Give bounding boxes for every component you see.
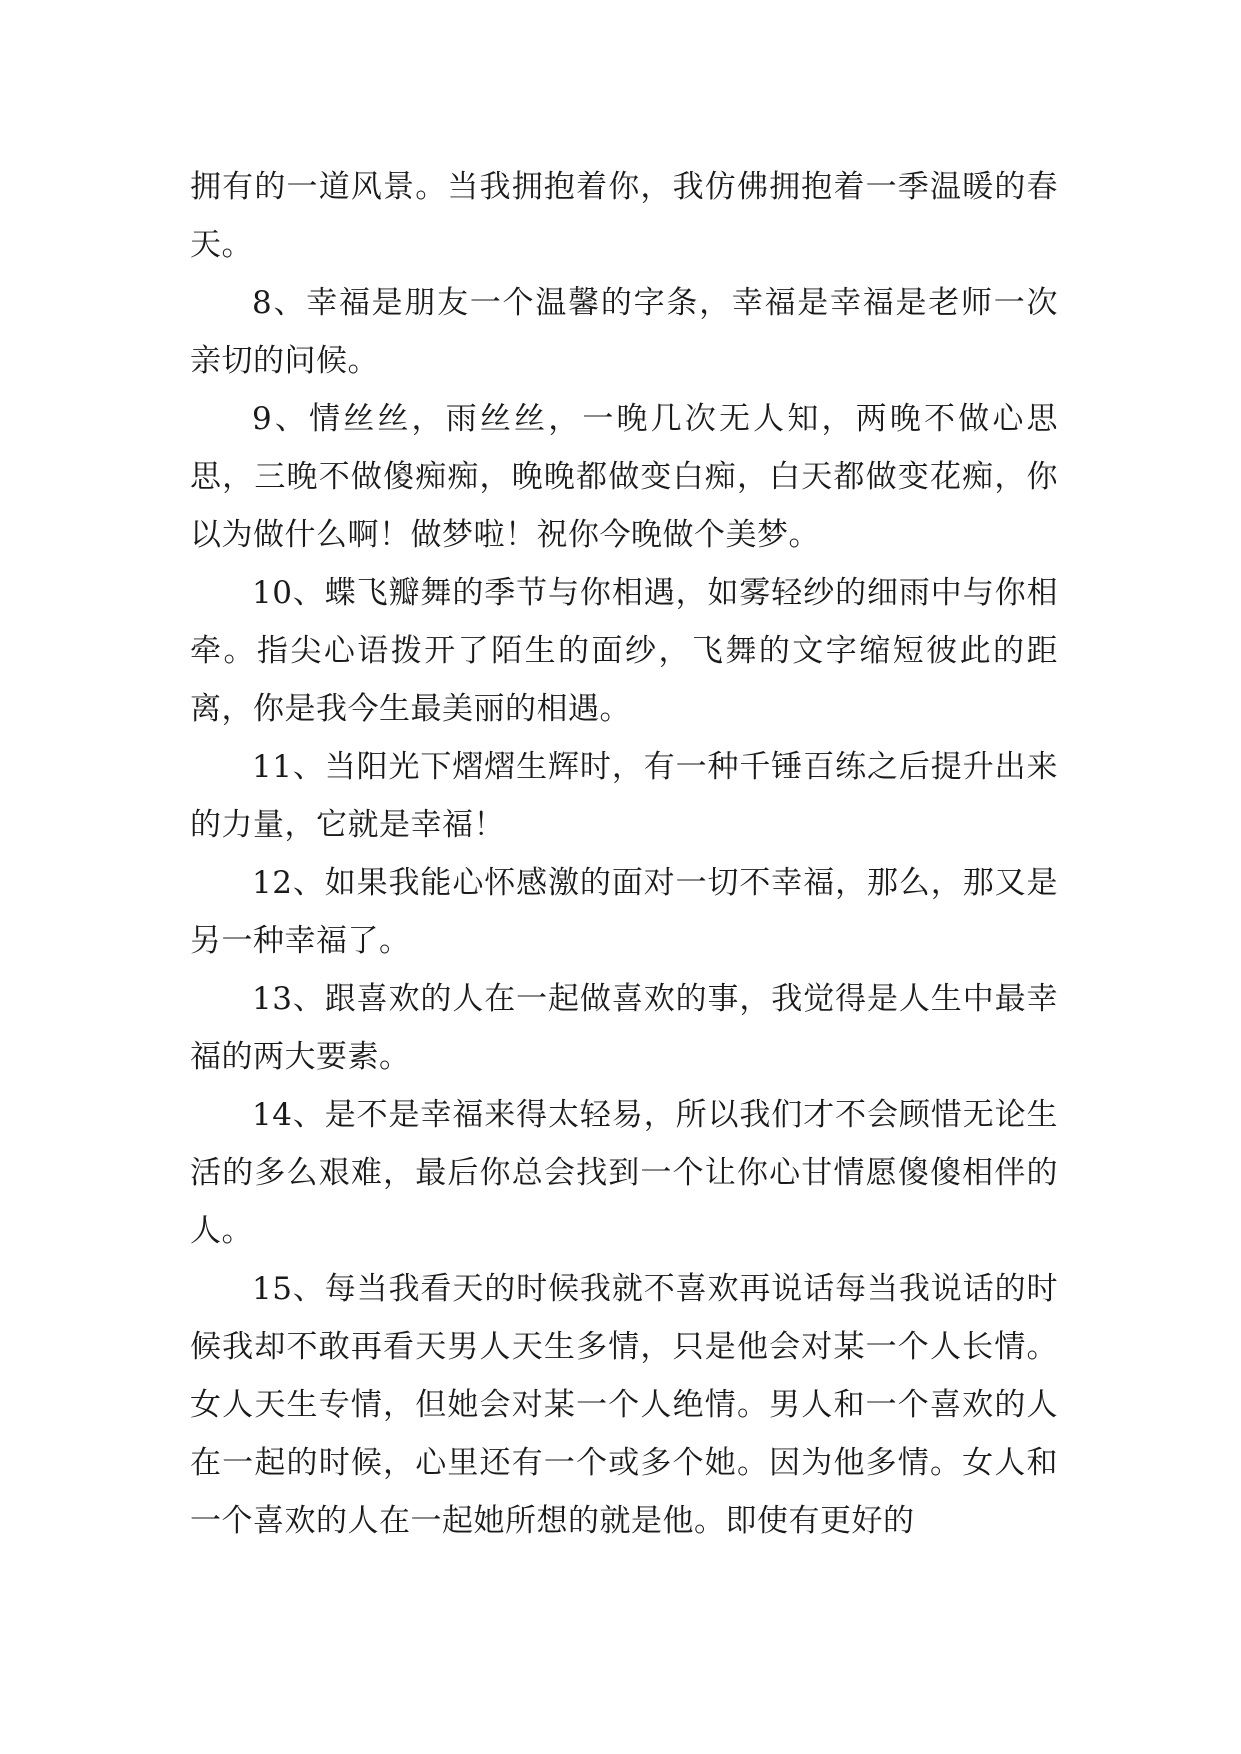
paragraph-item-11: 11、当阳光下熠熠生辉时，有一种千锤百练之后提升出来的力量，它就是幸福！ (190, 749, 1058, 843)
paragraph-item-14: 14、是不是幸福来得太轻易，所以我们才不会顾惜无论生活的多么艰难，最后你总会找到一个让你心甘情愿傻傻相伴的人。 (190, 1097, 1058, 1249)
paragraph-continuation: 拥有的一道风景。当我拥抱着你，我仿佛拥抱着一季温暖的春天。 (190, 169, 1058, 263)
document-body (190, 158, 1058, 1550)
paragraph-item-12: 12、如果我能心怀感激的面对一切不幸福，那么，那又是另一种幸福了。 (190, 865, 1058, 959)
paragraph-item-13: 13、跟喜欢的人在一起做喜欢的事，我觉得是人生中最幸福的两大要素。 (190, 981, 1058, 1075)
paragraph-item-10: 10、蝶飞瓣舞的季节与你相遇，如雾轻纱的细雨中与你相牵。指尖心语拨开了陌生的面纱，飞舞的文字缩短彼此的距离，你是我今生最美丽的相遇。 (190, 575, 1058, 727)
paragraph-item-15: 15、每当我看天的时候我就不喜欢再说话每当我说话的时候我却不敢再看天男人天生多情，只是他会对某一个人长情。女人天生专情，但她会对某一个人绝情。男人和一个喜欢的人在一起的时候，心里还有一个或多个她。因为他多情。女人和一个喜欢的人在一起她所想的就是他。即使有更好的 (190, 1271, 1058, 1539)
paragraph-item-9: 9、情丝丝，雨丝丝，一晚几次无人知，两晚不做心思思，三晚不做傻痴痴，晚晚都做变白痴，白天都做变花痴，你以为做什么啊！做梦啦！祝你今晚做个美梦。 (190, 401, 1058, 553)
paragraph-item-8: 8、幸福是朋友一个温馨的字条，幸福是幸福是老师一次亲切的问候。 (190, 285, 1058, 379)
